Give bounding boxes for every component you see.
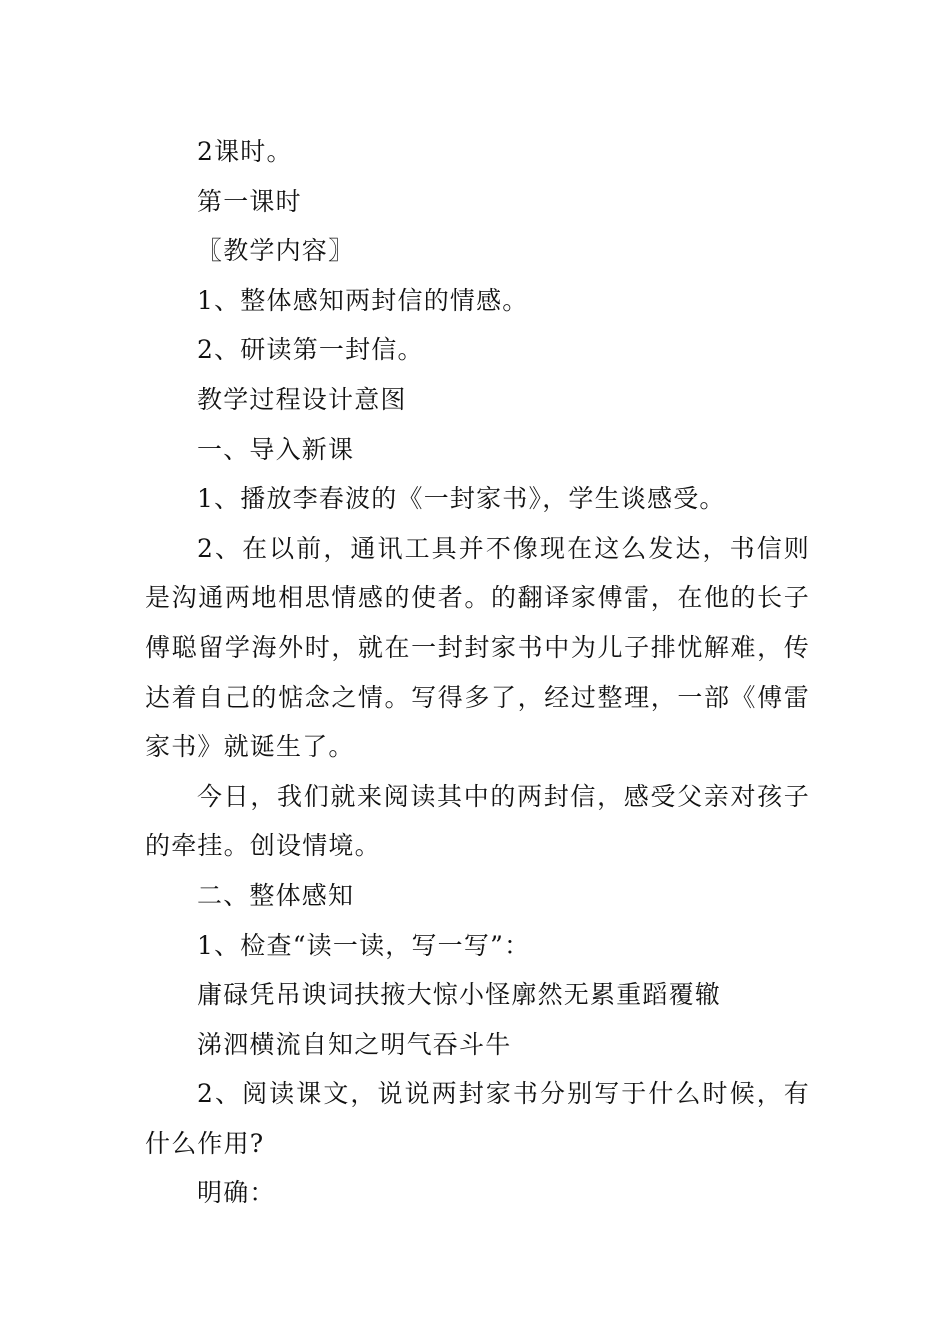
paragraph-today: 今日，我们就来阅读其中的两封信，感受父亲对孩子的牵挂。创设情境。 [145, 781, 810, 861]
paragraph-process-heading: 教学过程设计意图 [197, 384, 407, 414]
paragraph-vocabulary-2: 涕泗横流自知之明气吞斗牛 [197, 1029, 512, 1059]
paragraph-overview-item-2: 2、阅读课文，说说两封家书分别写于什么时候，有什么作用? [145, 1079, 810, 1158]
paragraph-clarify: 明确： [197, 1178, 276, 1208]
paragraph-content-item-2: 2、研读第一封信。 [197, 335, 424, 365]
paragraph-content-item-1: 1、整体感知两封信的情感。 [197, 285, 529, 315]
paragraph-overview-item-1: 1、检查“读一读，写一写”： [197, 930, 531, 960]
paragraph-intro-item-1: 1、播放李春波的《一封家书》，学生谈感受。 [197, 484, 726, 514]
paragraph-first-lesson: 第一课时 [197, 186, 302, 216]
paragraph-vocabulary-1: 庸碌凭吊谀词扶掖大惊小怪廓然无累重蹈覆辙 [197, 980, 722, 1010]
paragraph-lesson-count: 2课时。 [197, 137, 293, 166]
paragraph-section-intro: 一、导入新课 [197, 434, 355, 464]
paragraph-intro-item-2: 2、在以前，通讯工具并不像现在这么发达，书信则是沟通两地相思情感的使者。的翻译家傅雷，在他的长子傅聪留学海外时，就在一封封家书中为儿子排忧解难，传达着自己的惦念之情。写得多了，经过整理，一部《傅雷家书》就诞生了。 [145, 533, 810, 762]
document-body [145, 127, 810, 1218]
paragraph-section-overview: 二、整体感知 [197, 880, 355, 910]
paragraph-teaching-content-heading: 〖教学内容〗 [197, 236, 355, 266]
